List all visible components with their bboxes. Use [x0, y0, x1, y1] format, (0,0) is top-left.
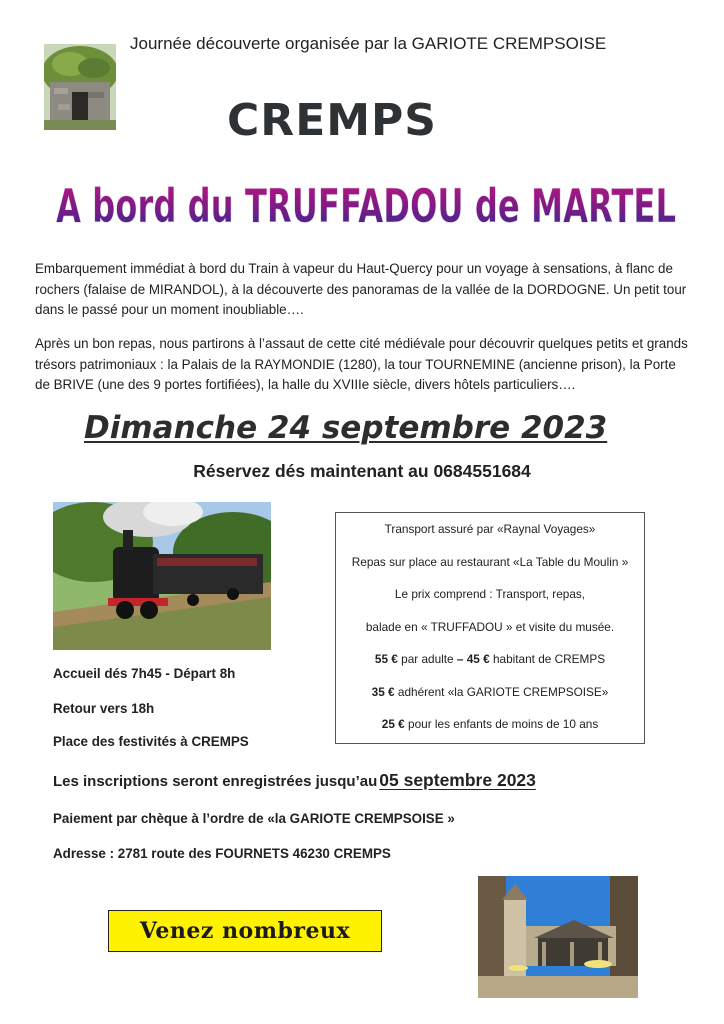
resident-label: habitant de CREMPS — [489, 652, 606, 666]
event-date: Dimanche 24 septembre 2023 — [84, 410, 608, 446]
visit-paragraph: Après un bon repas, nous partirons à l’assaut de cette cité médiévale pour découvrir quelques petits et grands trésors patrimoniaux : la Palais de la RAYMONDIE (1280), la tour TOURNEMINE (ancienne prison), la Porte de BRIVE (une des 9 portes fortifiées), la halle du XVIIIe siècle, divers hôtels particuliers…. — [35, 336, 688, 392]
payment-line: Paiement par chèque à l’ordre de «la GARIOTE CREMPSOISE » — [53, 811, 455, 826]
registration-deadline: 05 septembre 2023 — [379, 770, 536, 790]
child-label: pour les enfants de moins de 10 ans — [404, 717, 599, 731]
meal-line: Repas sur place au restaurant «La Table du Moulin » — [351, 554, 629, 569]
welcome-box — [108, 910, 382, 952]
return-time: Retour vers 18h — [53, 701, 155, 716]
intro-paragraph: Embarquement immédiat à bord du Train à vapeur du Haut-Quercy pour un voyage à sensations, à flanc de rochers (falaise de MIRANDOL), à la découverte des panoramas de la vallée de la DORDOGNE. Un petit tour dans le passé pour un moment inoubliable…. — [35, 261, 687, 317]
reservation-line: Réservez dés maintenant au 0684551684 — [193, 461, 531, 481]
town-title: CREMPS — [227, 95, 437, 146]
registration-line — [53, 770, 536, 791]
adult-price: 55 € — [374, 652, 398, 666]
member-label: adhérent «la GARIOTE CREMPSOISE» — [394, 684, 609, 699]
price-includes-line-2: balade en « TRUFFADOU » et visite du musée. — [365, 619, 615, 634]
main-title-text: A bord du TRUFFADOU de MARTEL — [56, 179, 676, 233]
main-title — [46, 168, 686, 240]
steam-train-photo — [53, 502, 271, 650]
transport-line: Transport assuré par «Raynal Voyages» — [384, 522, 596, 536]
martel-town-photo — [478, 876, 638, 998]
meeting-place: Place des festivités à CREMPS — [53, 734, 249, 749]
price-dash: – — [456, 652, 467, 666]
arrival-time: Accueil dés 7h45 - Départ 8h — [53, 666, 236, 681]
member-price: 35 € — [371, 684, 395, 699]
adult-price-line — [336, 648, 644, 681]
resident-price: 45 € — [466, 652, 490, 666]
welcome-text: Venez nombreux — [139, 918, 351, 944]
registration-text: Les inscriptions seront enregistrées jusqu’au — [53, 773, 378, 790]
member-price-line — [336, 681, 644, 714]
address-line: Adresse : 2781 route des FOURNETS 46230 CREMPS — [53, 846, 391, 861]
organiser-line: Journée découverte organisée par la GARIOTE CREMPSOISE — [130, 34, 607, 53]
adult-label: par adulte — [397, 652, 457, 666]
price-includes-line: Le prix comprend : Transport, repas, — [394, 587, 586, 601]
child-price-line — [336, 713, 644, 746]
info-box — [335, 512, 645, 744]
child-price: 25 € — [381, 717, 405, 731]
